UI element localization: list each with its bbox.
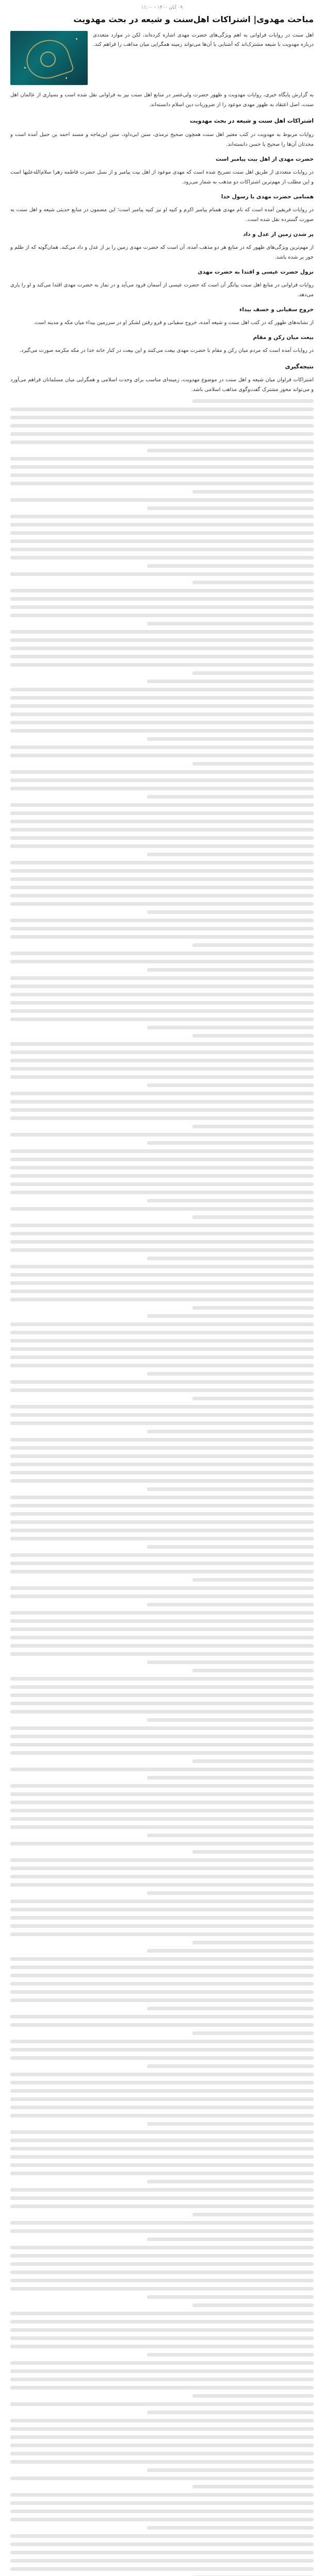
text-line-placeholder xyxy=(10,457,314,461)
text-line-placeholder xyxy=(10,1751,314,1755)
text-line-placeholder xyxy=(10,1042,314,1046)
text-line-placeholder xyxy=(10,1001,314,1005)
text-line-placeholder xyxy=(10,1059,314,1062)
text-line-placeholder xyxy=(10,1182,314,1186)
text-line-placeholder xyxy=(10,1471,314,1475)
text-line-placeholder xyxy=(10,630,314,634)
text-line-placeholder xyxy=(10,1900,314,1903)
text-line-placeholder xyxy=(147,1545,314,1549)
text-line-placeholder xyxy=(10,729,314,733)
text-line-placeholder xyxy=(10,2378,314,2381)
text-line-placeholder xyxy=(10,2254,314,2258)
text-line-placeholder xyxy=(10,1331,314,1334)
text-line-placeholder xyxy=(10,902,314,906)
text-line-placeholder xyxy=(10,1693,314,1697)
text-line-placeholder xyxy=(192,943,314,947)
text-line-placeholder xyxy=(10,1191,314,1194)
article-page xyxy=(5,0,319,2576)
text-line-placeholder xyxy=(10,2221,314,2225)
article-paragraph: در روایات فریقین آمده است که نام مهدی همنام پیامبر اکرم و کنیه او نیز کنیه پیامبر است؛ این مضمون در منابع حدیثی شیعه و اهل سنت به صورت گسترده نقل شده است. xyxy=(10,207,314,223)
text-line-placeholder xyxy=(10,1174,314,1178)
text-line-placeholder xyxy=(192,1034,314,1038)
text-line-placeholder xyxy=(10,1595,314,1598)
text-line-placeholder xyxy=(10,1685,314,1689)
text-line-placeholder xyxy=(147,1603,314,1606)
text-line-placeholder xyxy=(10,2163,314,2167)
sparkle-icon xyxy=(24,67,26,69)
article-paragraph: روایات مربوط به مهدویت در کتب معتبر اهل سنت همچون صحیح ترمذی، سنن ابی‌داود، سنن ابن‌ماجه و مسند احمد بن حنبل آمده است و محدثان آن‌ها را صحیح یا حسن دانسته‌اند. xyxy=(10,131,314,147)
text-line-placeholder xyxy=(147,2007,314,2010)
text-line-placeholder xyxy=(10,1009,314,1013)
text-line-placeholder xyxy=(10,1982,314,1986)
section-heading: پر شدن زمین از عدل و داد xyxy=(243,231,314,238)
text-line-placeholder xyxy=(10,1636,314,1639)
text-line-placeholder xyxy=(147,1834,314,1837)
text-line-placeholder xyxy=(192,1306,314,1310)
text-line-placeholder xyxy=(10,2270,314,2274)
text-line-placeholder xyxy=(147,1026,314,1029)
text-line-placeholder xyxy=(10,1265,314,1268)
text-line-placeholder xyxy=(147,2353,314,2357)
text-line-placeholder xyxy=(10,1553,314,1557)
text-line-placeholder xyxy=(10,985,314,988)
text-line-placeholder xyxy=(192,2394,314,2398)
text-line-placeholder xyxy=(10,1562,314,1565)
text-line-placeholder xyxy=(10,877,314,881)
text-line-placeholder xyxy=(10,2427,314,2431)
text-line-placeholder xyxy=(10,1240,314,1244)
text-line-placeholder xyxy=(10,1726,314,1730)
text-line-placeholder xyxy=(10,2328,314,2332)
hero-section xyxy=(10,31,314,85)
text-line-placeholder xyxy=(10,1100,314,1104)
text-line-placeholder xyxy=(10,655,314,658)
text-line-placeholder xyxy=(10,1364,314,1367)
text-line-placeholder xyxy=(10,1842,314,1845)
text-line-placeholder xyxy=(10,2023,314,2027)
text-line-placeholder xyxy=(10,424,314,428)
text-line-placeholder xyxy=(10,1248,314,1252)
text-line-placeholder xyxy=(10,1710,314,1714)
text-line-placeholder xyxy=(10,2114,314,2117)
article-paragraph: در روایات آمده است که مردم میان رکن و مقام با حضرت مهدی بیعت می‌کنند و این بیعت در کنار خانه خدا در مکه مکرمه صورت می‌گیرد. xyxy=(19,347,314,353)
text-line-placeholder xyxy=(147,1314,314,1318)
text-line-placeholder xyxy=(147,2411,314,2414)
text-line-placeholder xyxy=(10,1743,314,1747)
text-line-placeholder xyxy=(10,696,314,700)
text-line-placeholder xyxy=(10,589,314,592)
text-line-placeholder xyxy=(10,2287,314,2291)
text-line-placeholder xyxy=(10,1677,314,1681)
text-line-placeholder xyxy=(10,2320,314,2324)
text-line-placeholder xyxy=(147,1660,314,1664)
text-line-placeholder xyxy=(10,2402,314,2406)
article-image xyxy=(10,31,88,85)
text-line-placeholder xyxy=(10,1149,314,1153)
text-line-placeholder xyxy=(10,2089,314,2093)
text-line-placeholder xyxy=(10,1388,314,1392)
article-lead: اهل سنت در روایات فراوانی به اهم ویژگی‌های حضرت مهدی اشاره کرده‌اند، لکن در موارد متعددی درباره مهدویت با شیعه مشترک‌اند که آشنایی با آن‌ها می‌تواند زمینه همگرایی میان مذاهب را فراهم کند. xyxy=(93,32,314,47)
text-line-placeholder xyxy=(10,1974,314,1977)
text-line-placeholder xyxy=(10,1323,314,1326)
text-line-placeholder xyxy=(10,1957,314,1961)
text-line-placeholder xyxy=(10,1207,314,1211)
section-heading: بیعت میان رکن و مقام xyxy=(253,334,314,341)
text-line-placeholder xyxy=(10,1586,314,1590)
text-line-placeholder xyxy=(10,473,314,477)
text-line-placeholder xyxy=(147,506,314,510)
text-line-placeholder xyxy=(10,647,314,650)
text-line-placeholder xyxy=(10,1496,314,1499)
text-line-placeholder xyxy=(10,2452,314,2455)
text-line-placeholder xyxy=(10,465,314,469)
text-line-placeholder xyxy=(147,1430,314,1433)
section-heading: خروج سفیانی و خسف بیداء xyxy=(239,306,314,313)
text-line-placeholder xyxy=(147,1718,314,1722)
text-line-placeholder xyxy=(192,581,314,584)
text-line-placeholder xyxy=(10,2147,314,2150)
text-line-placeholder xyxy=(10,1628,314,1631)
text-line-placeholder xyxy=(10,1990,314,1994)
text-line-placeholder xyxy=(10,1405,314,1409)
text-line-placeholder xyxy=(10,1644,314,1648)
text-line-placeholder xyxy=(10,1075,314,1079)
text-line-placeholder xyxy=(147,1372,314,1376)
text-line-placeholder xyxy=(10,1380,314,1384)
text-line-placeholder xyxy=(10,408,314,411)
text-line-placeholder xyxy=(10,1537,314,1540)
text-line-placeholder xyxy=(192,1578,314,1582)
text-line-placeholder xyxy=(10,1413,314,1417)
text-line-placeholder xyxy=(10,2056,314,2060)
text-line-placeholder xyxy=(10,1067,314,1071)
text-line-placeholder xyxy=(10,1347,314,1351)
text-line-placeholder xyxy=(10,927,314,930)
text-line-placeholder xyxy=(10,1520,314,1524)
text-line-placeholder xyxy=(192,1215,314,1219)
text-line-placeholder xyxy=(10,2040,314,2043)
text-line-placeholder xyxy=(10,440,314,444)
text-line-placeholder xyxy=(10,1224,314,1227)
text-line-placeholder xyxy=(10,1768,314,1771)
section-heading: حضرت مهدی از اهل بیت پیامبر است xyxy=(216,156,314,162)
article-paragraph: روایات فراوانی در منابع اهل سنت بیانگر آن است که حضرت عیسی از آسمان فرود می‌آید و در نماز به حضرت مهدی اقتدا می‌کند و او را یاری می‌دهد. xyxy=(10,282,314,298)
text-line-placeholder xyxy=(10,919,314,922)
text-line-placeholder xyxy=(147,1776,314,1780)
text-line-placeholder xyxy=(192,671,314,675)
text-line-placeholder xyxy=(10,1867,314,1870)
text-line-placeholder xyxy=(10,886,314,889)
text-line-placeholder xyxy=(10,2139,314,2142)
text-line-placeholder xyxy=(10,1355,314,1359)
text-line-placeholder xyxy=(192,2031,314,2035)
text-line-placeholder xyxy=(10,2477,314,2480)
text-line-placeholder xyxy=(10,844,314,848)
text-line-placeholder xyxy=(10,1735,314,1738)
text-line-placeholder xyxy=(10,2386,314,2389)
text-line-placeholder xyxy=(10,952,314,955)
section-heading: نزول حضرت عیسی و اقتدا به حضرت مهدی xyxy=(198,268,314,275)
text-line-placeholder xyxy=(10,894,314,897)
text-line-placeholder xyxy=(10,1290,314,1293)
text-line-placeholder xyxy=(192,1941,314,1944)
text-line-placeholder xyxy=(10,2559,314,2563)
text-line-placeholder xyxy=(10,935,314,939)
section-heading: همنامی حضرت مهدی با رسول خدا xyxy=(221,193,314,200)
text-line-placeholder xyxy=(10,1421,314,1425)
text-line-placeholder xyxy=(10,976,314,980)
text-line-placeholder xyxy=(10,498,314,502)
text-line-placeholder xyxy=(10,1108,314,1112)
text-line-placeholder xyxy=(10,1998,314,2002)
text-line-placeholder xyxy=(10,1875,314,1878)
text-line-placeholder xyxy=(147,2238,314,2241)
text-line-placeholder xyxy=(10,1801,314,1804)
text-line-placeholder xyxy=(10,828,314,832)
text-line-placeholder xyxy=(10,523,314,527)
text-line-placeholder xyxy=(10,2229,314,2233)
text-line-placeholder xyxy=(10,1965,314,1969)
text-line-placeholder xyxy=(10,2567,314,2571)
text-line-placeholder xyxy=(10,2155,314,2159)
text-line-placeholder xyxy=(10,1702,314,1705)
text-line-placeholder xyxy=(147,2295,314,2299)
text-line-placeholder xyxy=(10,1611,314,1615)
article-body xyxy=(10,90,314,395)
text-line-placeholder xyxy=(10,869,314,873)
text-line-placeholder xyxy=(10,416,314,419)
article-title: مباحث مهدوی| اشتراکات اهل‌سنت و شیعه در بحث مهدویت xyxy=(73,14,314,24)
sparkle-icon xyxy=(66,77,67,79)
text-line-placeholder xyxy=(10,663,314,667)
text-line-placeholder xyxy=(10,1784,314,1788)
text-line-placeholder xyxy=(10,1809,314,1812)
text-line-placeholder xyxy=(192,1397,314,1400)
text-line-placeholder xyxy=(10,2361,314,2365)
text-line-placeholder xyxy=(10,2551,314,2554)
text-line-placeholder xyxy=(10,2106,314,2109)
text-line-placeholder xyxy=(10,2501,314,2505)
text-line-placeholder xyxy=(10,1916,314,1920)
text-line-placeholder xyxy=(147,1257,314,1260)
text-line-placeholder xyxy=(10,1298,314,1301)
text-line-placeholder xyxy=(10,836,314,840)
text-line-placeholder xyxy=(10,2369,314,2373)
text-line-placeholder xyxy=(10,1529,314,1532)
text-line-placeholder xyxy=(192,1759,314,1763)
text-line-placeholder xyxy=(10,638,314,642)
text-line-placeholder xyxy=(10,1817,314,1821)
section-heading: اشتراکات اهل سنت و شیعه در بحث مهدویت xyxy=(190,117,314,124)
text-line-placeholder xyxy=(147,1083,314,1087)
text-line-placeholder xyxy=(10,1619,314,1623)
text-line-placeholder xyxy=(10,2196,314,2200)
text-line-placeholder xyxy=(10,2444,314,2447)
text-line-placeholder xyxy=(10,787,314,790)
text-line-placeholder xyxy=(10,993,314,996)
text-line-placeholder xyxy=(10,1924,314,1928)
text-line-placeholder xyxy=(10,2172,314,2175)
text-line-placeholder xyxy=(10,2081,314,2084)
text-line-placeholder xyxy=(10,1792,314,1796)
text-line-placeholder xyxy=(10,1232,314,1235)
text-line-placeholder xyxy=(147,1199,314,1202)
text-line-placeholder xyxy=(10,2510,314,2513)
text-line-placeholder xyxy=(10,2336,314,2340)
text-line-placeholder xyxy=(10,721,314,724)
text-line-placeholder xyxy=(10,1512,314,1516)
text-line-placeholder xyxy=(147,680,314,683)
text-line-placeholder xyxy=(147,2064,314,2068)
text-line-placeholder xyxy=(10,1116,314,1120)
text-line-placeholder xyxy=(10,1018,314,1021)
text-line-placeholder xyxy=(147,737,314,741)
text-line-placeholder xyxy=(147,2468,314,2472)
text-line-placeholder xyxy=(10,2130,314,2134)
text-line-placeholder xyxy=(10,2460,314,2464)
article-paragraph: در روایات متعددی از طریق اهل سنت تصریح شده است که مهدی موعود از اهل بیت پیامبر و از نسل حضرت فاطمه زهرا سلام‌الله‌علیها است و این مطلب از مهم‌ترین اشتراکات دو مذهب به شمار می‌رود. xyxy=(10,169,314,185)
article-paragraph: از مهم‌ترین ویژگی‌های ظهور که در منابع هر دو مذهب آمده، آن است که حضرت مهدی زمین را پر از عدل و داد می‌کند، همان‌گونه که از ظلم و جور پر شده باشد. xyxy=(10,244,314,260)
text-line-placeholder xyxy=(10,2419,314,2422)
text-line-placeholder xyxy=(147,564,314,568)
section-heading: نتیجه‌گیری xyxy=(285,363,314,370)
text-line-placeholder xyxy=(10,1166,314,1170)
text-line-placeholder xyxy=(10,2048,314,2052)
text-line-placeholder xyxy=(10,2262,314,2266)
text-line-placeholder xyxy=(10,2073,314,2076)
text-line-placeholder xyxy=(10,1281,314,1285)
text-line-placeholder xyxy=(147,622,314,625)
text-line-placeholder xyxy=(10,1158,314,1161)
text-line-placeholder xyxy=(147,2526,314,2530)
sparkle-icon xyxy=(76,38,77,40)
text-line-placeholder xyxy=(147,853,314,856)
text-line-placeholder xyxy=(10,1446,314,1450)
text-line-placeholder xyxy=(192,1125,314,1128)
text-line-placeholder xyxy=(10,1933,314,1936)
text-line-placeholder xyxy=(10,713,314,716)
article-paragraph: به گزارش پایگاه خبری، روایات مهدویت و ظهور حضرت ولی‌عصر در منابع اهل سنت نیز به فراوانی نقل شده است و بسیاری از عالمان اهل سنت، اصل اعتقاد به ظهور مهدی موعود را از ضروریات دین اسلام دانسته‌اند. xyxy=(10,92,314,108)
text-line-placeholder xyxy=(192,2485,314,2488)
text-line-placeholder xyxy=(192,2213,314,2216)
text-line-placeholder xyxy=(10,1908,314,1911)
text-line-placeholder xyxy=(192,399,314,403)
calligraphy-dot-graphic xyxy=(40,52,56,67)
text-line-placeholder xyxy=(10,2279,314,2282)
text-line-placeholder xyxy=(10,820,314,823)
text-line-placeholder xyxy=(10,1463,314,1466)
text-line-placeholder xyxy=(10,531,314,535)
text-line-placeholder xyxy=(10,432,314,436)
text-line-placeholder xyxy=(10,1652,314,1656)
text-line-placeholder xyxy=(192,490,314,494)
text-line-placeholder xyxy=(147,910,314,914)
text-line-placeholder xyxy=(10,2312,314,2315)
text-line-placeholder xyxy=(10,1438,314,1442)
text-line-placeholder xyxy=(10,688,314,691)
text-line-placeholder xyxy=(10,704,314,708)
text-line-placeholder xyxy=(192,1850,314,1854)
text-line-placeholder xyxy=(10,2345,314,2348)
text-line-placeholder xyxy=(10,1570,314,1573)
text-line-placeholder xyxy=(10,2435,314,2439)
article-continuation xyxy=(10,399,314,2576)
text-line-placeholder xyxy=(10,548,314,551)
text-line-placeholder xyxy=(10,770,314,774)
text-line-placeholder xyxy=(10,2493,314,2497)
article-paragraph: اشتراکات فراوان میان شیعه و اهل سنت در موضوع مهدویت، زمینه‌ای مناسب برای وحدت اسلامی و همگرایی میان مسلمانان فراهم می‌آورد و می‌تواند محور مشترک گفت‌وگوی مذاهب اسلامی باشد. xyxy=(10,377,314,393)
text-line-placeholder xyxy=(147,968,314,972)
text-line-placeholder xyxy=(10,811,314,815)
text-line-placeholder xyxy=(10,2518,314,2521)
publish-date: ۰۹ آبان ۱۴۰۰ - ۱۱:۰۰ xyxy=(141,5,183,10)
text-line-placeholder xyxy=(10,861,314,865)
text-line-placeholder xyxy=(147,1891,314,1895)
text-line-placeholder xyxy=(10,2543,314,2546)
text-line-placeholder xyxy=(10,1339,314,1343)
text-line-placeholder xyxy=(10,2188,314,2192)
text-line-placeholder xyxy=(10,1092,314,1095)
text-line-placeholder xyxy=(10,2246,314,2249)
text-line-placeholder xyxy=(147,1949,314,1953)
text-line-placeholder xyxy=(10,1273,314,1277)
text-line-placeholder xyxy=(10,1504,314,1507)
text-line-placeholder xyxy=(147,1487,314,1491)
text-line-placeholder xyxy=(147,2122,314,2126)
text-line-placeholder xyxy=(147,2180,314,2183)
text-line-placeholder xyxy=(10,960,314,963)
text-line-placeholder xyxy=(10,1858,314,1862)
text-line-placeholder xyxy=(10,778,314,782)
text-line-placeholder xyxy=(10,2205,314,2208)
text-line-placeholder xyxy=(147,449,314,452)
text-line-placeholder xyxy=(192,2303,314,2307)
text-line-placeholder xyxy=(10,1454,314,1458)
text-line-placeholder xyxy=(10,614,314,617)
text-line-placeholder xyxy=(10,1050,314,1054)
text-line-placeholder xyxy=(10,482,314,485)
text-line-placeholder xyxy=(10,2015,314,2019)
text-line-placeholder xyxy=(10,1133,314,1137)
text-line-placeholder xyxy=(10,1479,314,1483)
text-line-placeholder xyxy=(10,515,314,518)
text-line-placeholder xyxy=(147,1141,314,1145)
text-line-placeholder xyxy=(10,572,314,576)
text-line-placeholder xyxy=(10,556,314,560)
text-line-placeholder xyxy=(10,1883,314,1887)
text-line-placeholder xyxy=(10,2097,314,2101)
text-line-placeholder xyxy=(10,2534,314,2538)
text-line-placeholder xyxy=(10,605,314,609)
text-line-placeholder xyxy=(10,597,314,601)
text-line-placeholder xyxy=(147,795,314,799)
text-line-placeholder xyxy=(192,1669,314,1672)
text-line-placeholder xyxy=(10,539,314,543)
text-line-placeholder xyxy=(10,1825,314,1829)
article-paragraph: از نشانه‌های ظهور که در کتب اهل سنت و شیعه آمده، خروج سفیانی و فرو رفتن لشکر او در سرزمین بیداء میان مکه و مدینه است. xyxy=(33,319,314,326)
text-line-placeholder xyxy=(10,745,314,749)
text-line-placeholder xyxy=(10,754,314,757)
text-line-placeholder xyxy=(10,803,314,807)
text-line-placeholder xyxy=(192,762,314,766)
